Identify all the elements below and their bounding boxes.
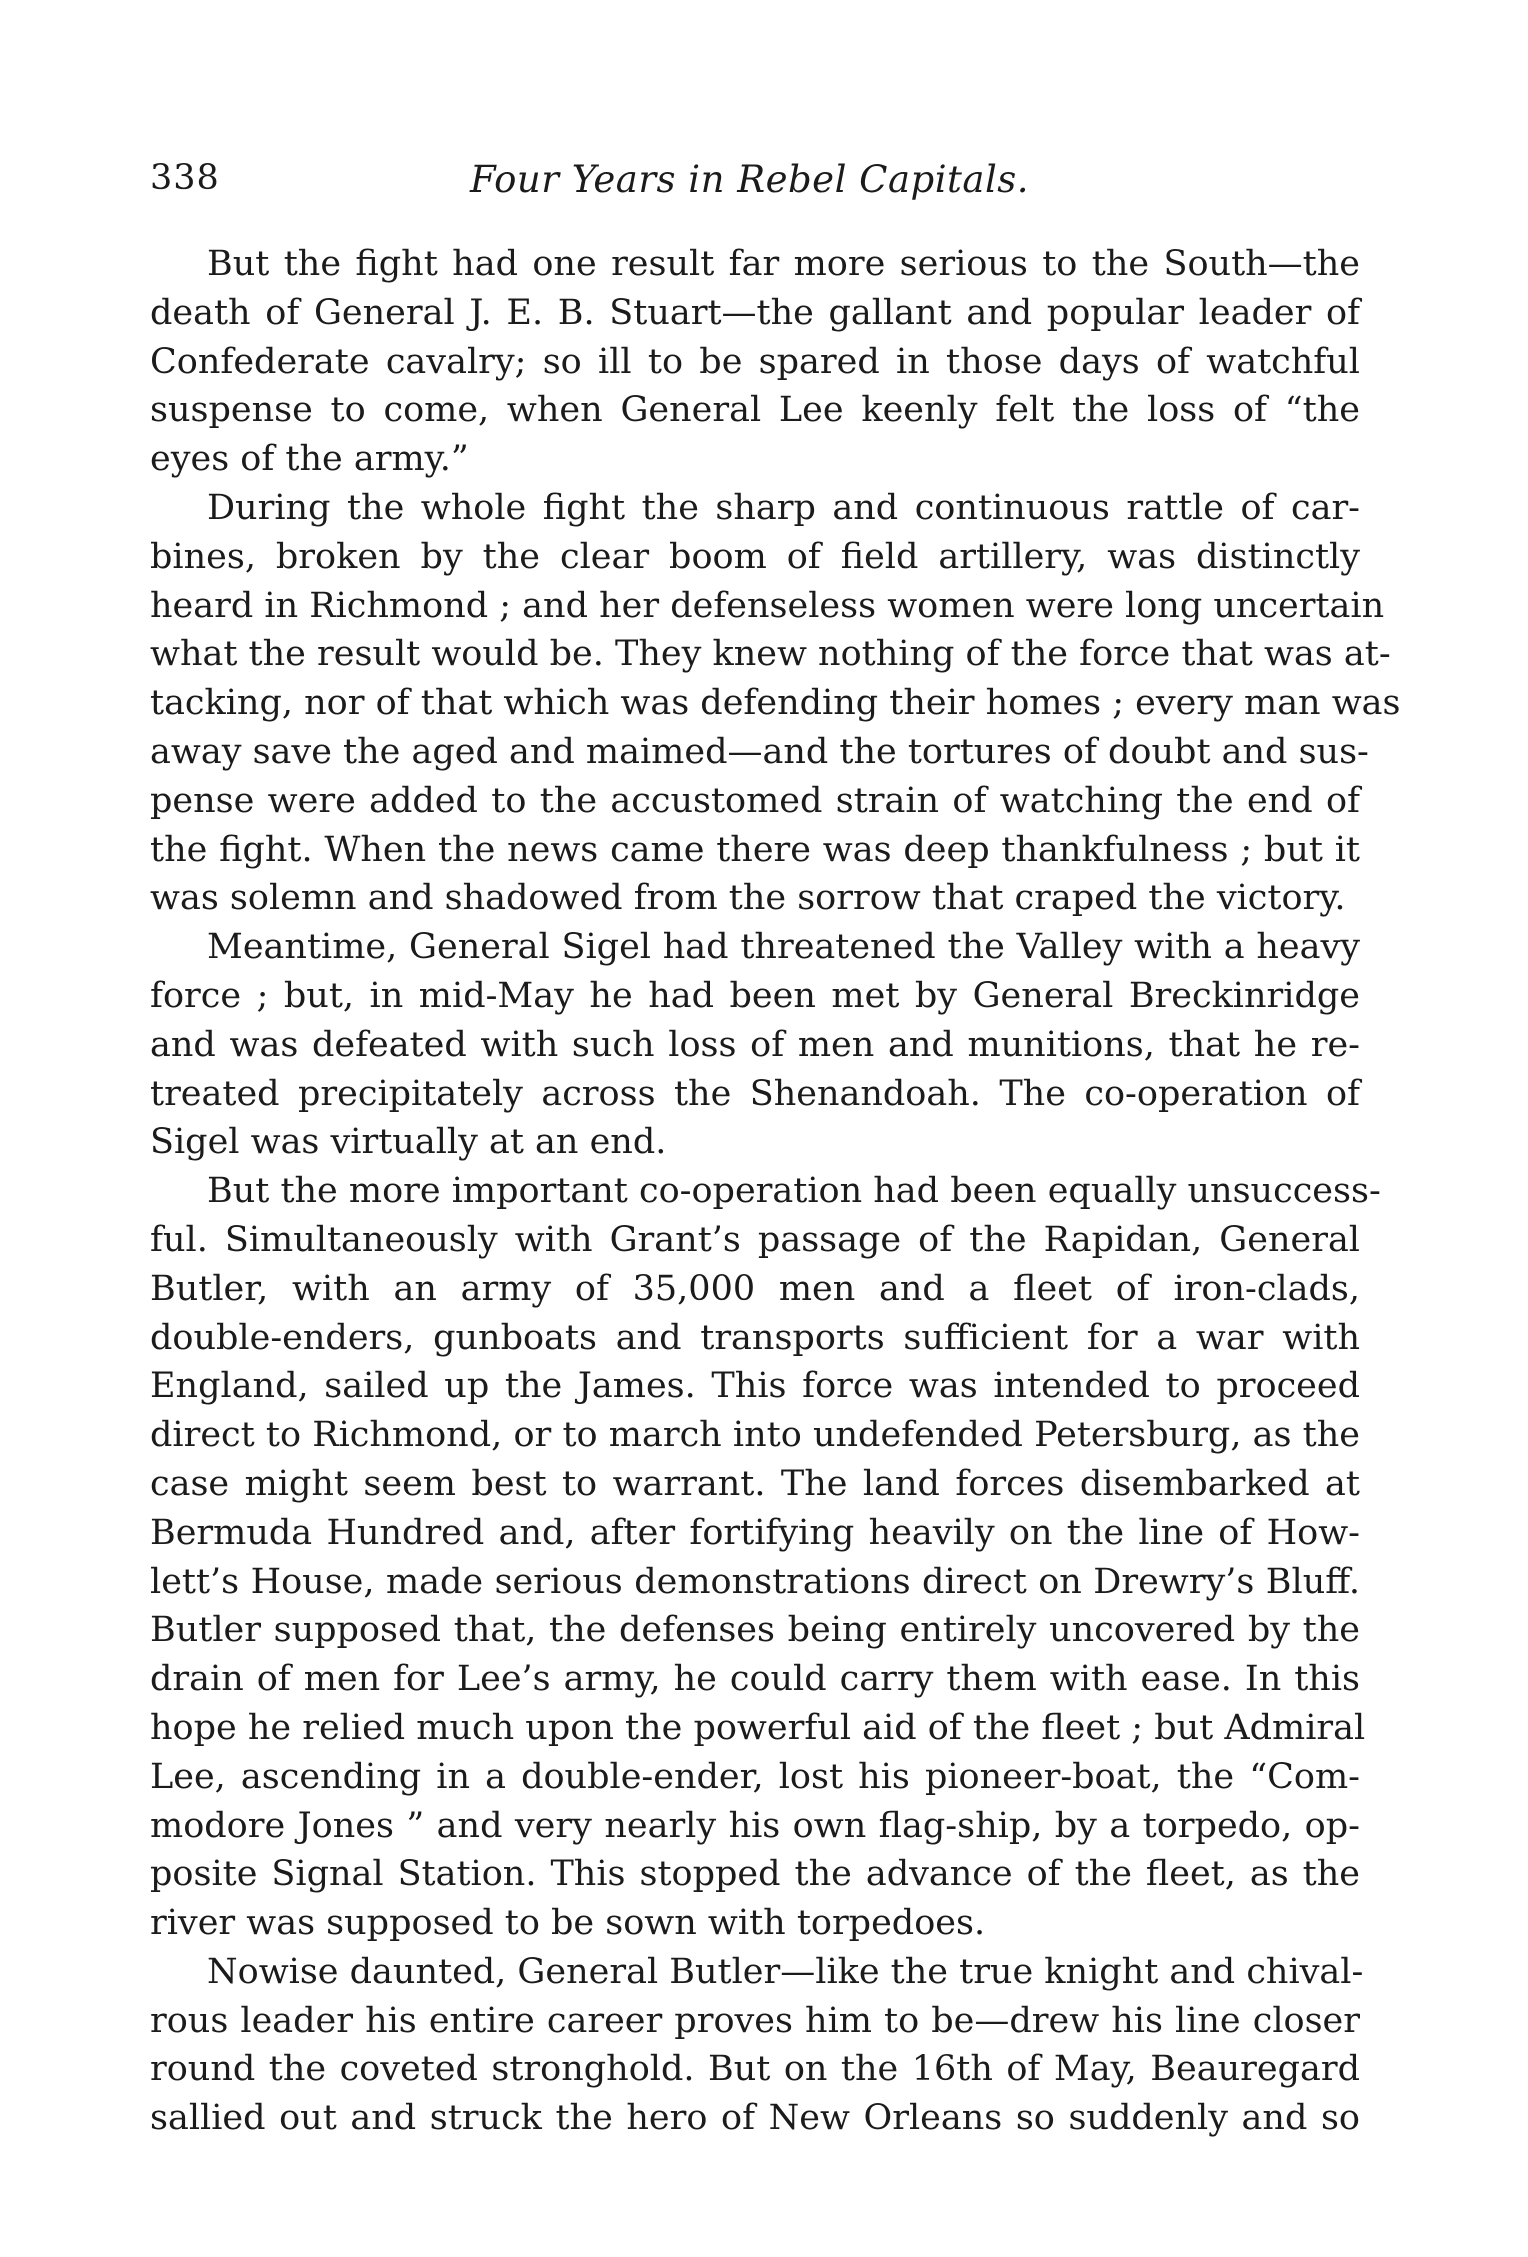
running-title: Four Years in Rebel Capitals. [470,158,1030,201]
paragraph-4 [150,1167,1381,1948]
text-line: Sigel was virtually at an end. [150,1122,667,1163]
text-line: sallied out and struck the hero of New Orleans so suddenly and so [150,2098,1360,2139]
text-line: round the coveted stronghold. But on the 16th of May, Beauregard [150,2049,1360,2090]
text-line: bines, broken by the clear boom of field artillery, was distinctly [150,536,1360,577]
text-line: direct to Richmond, or to march into undefended Petersburg, as the [150,1415,1360,1456]
text-line: river was supposed to be sown with torpedoes. [150,1903,986,1944]
text-line: Lee, ascending in a double-ender, lost his pioneer-boat, the “Com- [150,1756,1360,1797]
text-line: treated precipitately across the Shenandoah. The co-operation of [150,1073,1360,1114]
text-line: what the result would be. They knew nothing of the force that was at- [150,634,1391,675]
text-line: away save the aged and maimed—and the tortures of doubt and sus- [150,731,1369,772]
text-line: But the more important co-operation had been equally unsuccess- [207,1171,1381,1212]
text-line: double-enders, gunboats and transports sufficient for a war with [150,1317,1360,1358]
text-line: Meantime, General Sigel had threatened the Valley with a heavy [207,927,1360,968]
text-line: rous leader his entire career proves him to be—drew his line closer [150,2000,1360,2041]
body-text [150,240,1401,2143]
text-line: tacking, nor of that which was defending their homes ; every man was [150,683,1401,724]
text-line: Bermuda Hundred and, after fortifying heavily on the line of How- [150,1512,1360,1553]
text-line: England, sailed up the James. This force was intended to proceed [150,1366,1360,1407]
text-line: hope he relied much upon the powerful aid of the fleet ; but Admiral [150,1707,1366,1748]
text-line: But the fight had one result far more serious to the South—the [207,244,1360,284]
text-line: During the whole fight the sharp and continuous rattle of car- [207,487,1360,528]
text-line: force ; but, in mid-May he had been met by General Breckinridge [150,975,1360,1016]
text-line: Confederate cavalry; so ill to be spared in those days of watchful [150,341,1360,382]
paragraph-1 [150,240,1360,484]
paragraph-2 [150,484,1401,923]
text-line: pense were added to the accustomed strain of watching the end of [150,780,1360,821]
text-line: heard in Richmond ; and her defenseless women were long uncertain [150,585,1385,626]
text-line: posite Signal Station. This stopped the advance of the fleet, as the [150,1854,1360,1895]
text-line: suspense to come, when General Lee keenly felt the loss of “the [150,390,1360,431]
paragraph-3 [150,923,1360,1167]
text-line: drain of men for Lee’s army, he could carry them with ease. In this [150,1659,1360,1700]
text-line: eyes of the army.” [150,439,469,480]
text-line: the fight. When the news came there was deep thankfulness ; but it [150,829,1360,870]
text-line: Nowise daunted, General Butler—like the true knight and chival- [207,1951,1364,1992]
text-line: ful. Simultaneously with Grant’s passage of the Rapidan, General [150,1219,1360,1260]
text-line: lett’s House, made serious demonstrations direct on Drewry’s Bluff. [150,1561,1360,1602]
text-line: case might seem best to warrant. The land forces disembarked at [150,1463,1360,1504]
text-line: and was defeated with such loss of men and munitions, that he re- [150,1024,1360,1065]
text-line: death of General J. E. B. Stuart—the gallant and popular leader of [150,292,1360,333]
text-line: Butler supposed that, the defenses being entirely uncovered by the [150,1610,1360,1651]
text-line: modore Jones ” and very nearly his own flag-ship, by a torpedo, op- [150,1805,1360,1846]
page-header [150,150,1350,210]
paragraph-5 [150,1948,1364,2143]
text-line: was solemn and shadowed from the sorrow that craped the victory. [150,878,1346,919]
page-number: 338 [150,158,220,198]
text-line: Butler, with an army of 35,000 men and a fleet of iron-clads, [150,1268,1360,1309]
